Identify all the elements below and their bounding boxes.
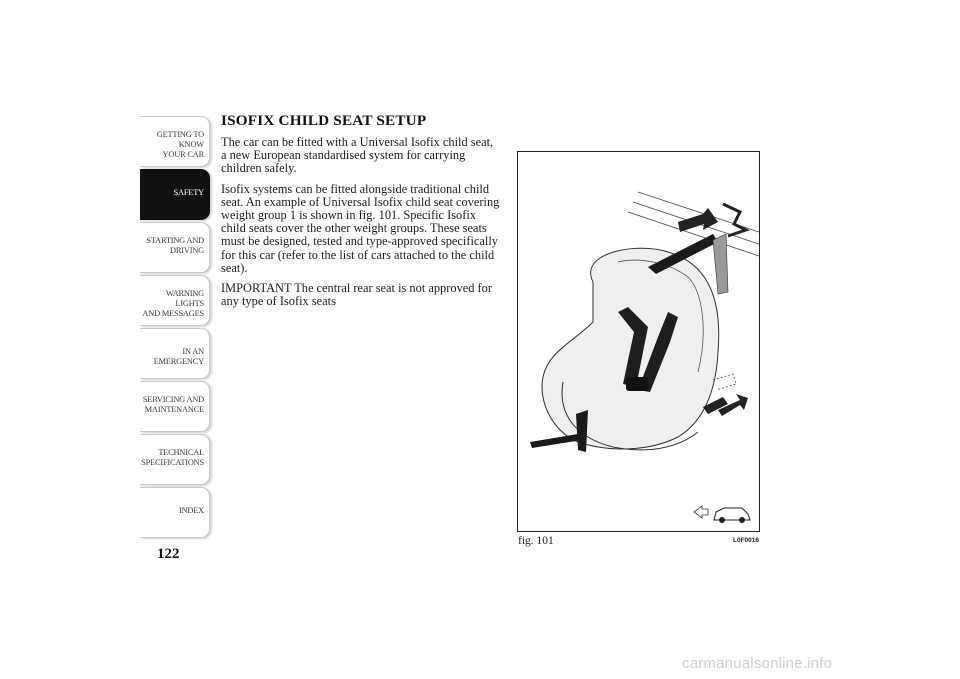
- section-title: ISOFIX CHILD SEAT SETUP: [221, 112, 427, 129]
- harness-buckle: [626, 377, 648, 391]
- paragraph-important-note: IMPORTANT The central rear seat is not approved for any type of Isofix seats: [221, 281, 493, 309]
- tab-getting-to-know-your-car[interactable]: [140, 116, 210, 167]
- tab-servicing-and-maintenance[interactable]: [140, 381, 210, 432]
- tab-warning-lights-and-messages[interactable]: [140, 275, 210, 326]
- tab-technical-specifications[interactable]: [140, 434, 210, 485]
- crotch-strap: [576, 410, 588, 452]
- tab-label: INDEX: [178, 506, 204, 515]
- child-seat-illustration: [518, 152, 759, 531]
- isofix-guide: [713, 374, 736, 390]
- tether-webbing: [713, 234, 728, 294]
- tab-label: WARNING LIGHTS AND MESSAGES: [142, 289, 204, 318]
- tab-in-an-emergency[interactable]: [140, 328, 210, 379]
- figure-code: L0F0016: [733, 537, 760, 544]
- section-content: [221, 112, 501, 315]
- car-orientation-icon: [694, 506, 750, 523]
- tab-starting-and-driving[interactable]: [140, 222, 210, 273]
- tab-safety[interactable]: [140, 169, 210, 220]
- figure-child-seat: [517, 151, 760, 532]
- lap-belt: [530, 434, 582, 448]
- chapter-tabs: [140, 116, 210, 540]
- tab-label: STARTING AND DRIVING: [146, 236, 204, 255]
- tab-label: GETTING TO KNOW YOUR CAR: [156, 130, 204, 159]
- page-number: 122: [157, 546, 180, 562]
- tab-label: TECHNICAL SPECIFICATIONS: [141, 448, 204, 467]
- paragraph-intro: The car can be fitted with a Universal Isofix child seat, a new European standardised system for carrying children safely.: [221, 135, 494, 176]
- figure-caption: fig. 101: [518, 535, 554, 547]
- tab-index[interactable]: [140, 487, 210, 538]
- tab-label: IN AN EMERGENCY: [153, 347, 204, 366]
- arrow-curve-icon: [723, 204, 746, 236]
- tab-label: SAFETY: [173, 188, 204, 197]
- paragraph-isofix-systems: Isofix systems can be fitted alongside traditional child seat. An example of Universal Isofix child seat covering weight group 1 is shown in fig. 101. Specific Isofix child seats cover the other weight groups. These seats must be designed, tested and type-approved specifically for this car (refer to the list of cars attached to the child seat).: [221, 181, 500, 275]
- watermark: carmanualsonline.info: [682, 655, 833, 672]
- tab-label: SERVICING AND MAINTENANCE: [142, 395, 204, 414]
